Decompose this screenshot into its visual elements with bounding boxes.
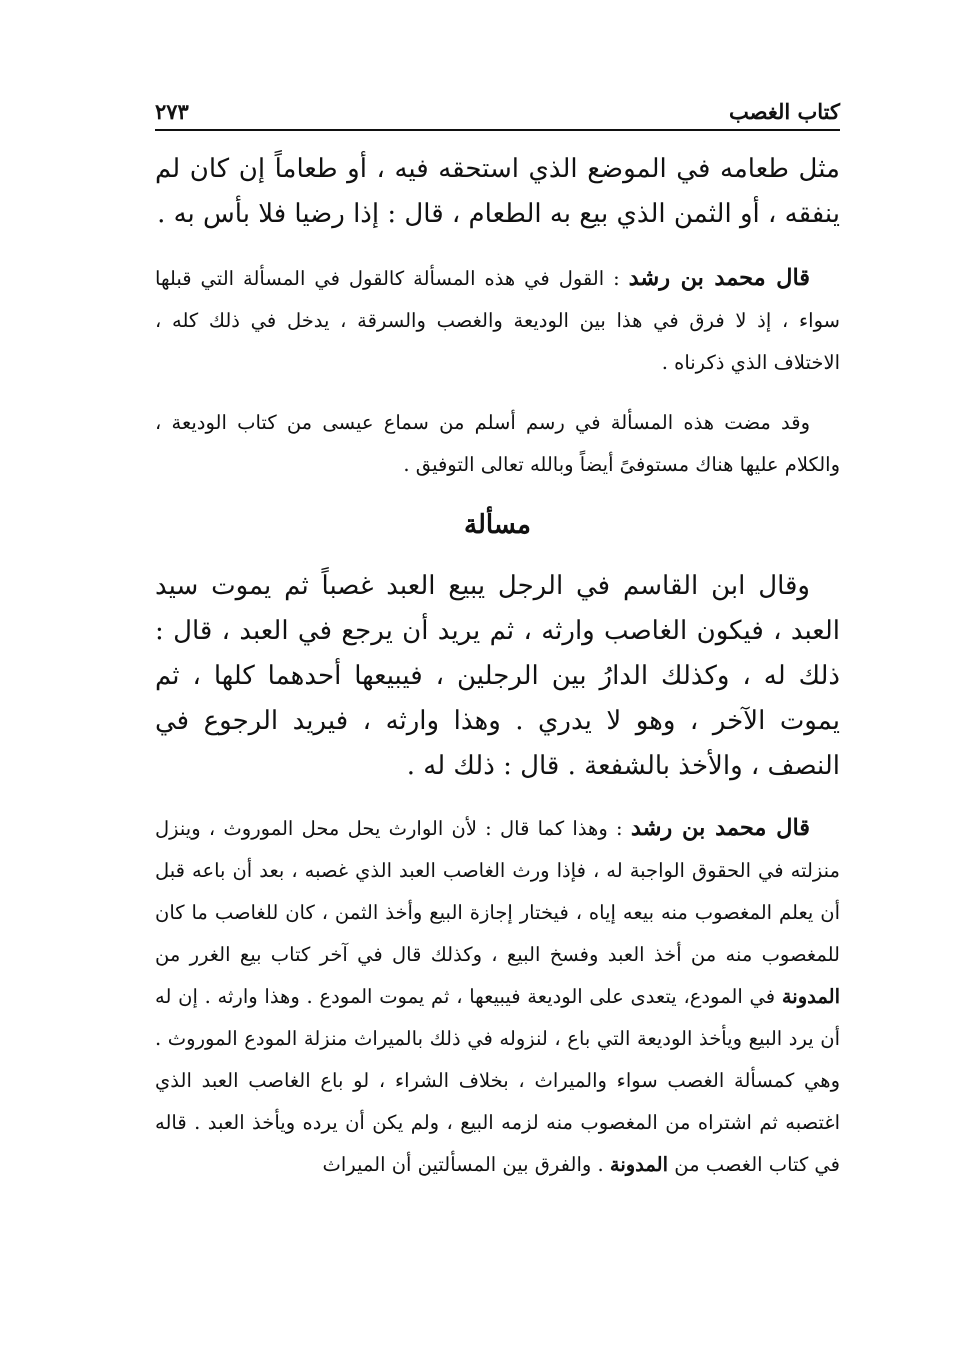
paragraph-1: [155, 147, 840, 237]
book-page: [155, 95, 840, 1345]
page-number: ٢٧٣: [155, 99, 189, 124]
paragraph-4: [155, 564, 840, 789]
paragraph-3-text: وقد مضت هذه المسألة في رسم أسلم من سماع عيسى من كتاب الوديعة ، والكلام عليها هناك مستوفىً أيضاً وبالله تعالى التوفيق .: [155, 411, 840, 476]
section-heading: مسألة: [464, 510, 531, 540]
paragraph-5: [155, 807, 840, 1186]
running-title: كتاب الغصب: [728, 99, 840, 124]
paragraph-5-text-part-1: : وهذا كما قال : لأن الوارث يحل محل الموروث ، وينزل منزلته في الحقوق الواجبة له ، فإذا ورث الغاصب العبد الذي غصبه ، بعد أن باعه قبل أن يعلم المغصوب منه بيعه إياه ، فيختار إجازة البيع وأخذ الثمن ، كان للغاصب ما كان للمغصوب منه من أخذ العبد وفسخ البيع ، وكذلك قال في آخر كتاب بيع الغرر من: [155, 817, 840, 966]
mudawwana-reference: المدونة: [781, 985, 840, 1008]
paragraph-3: [155, 402, 840, 486]
page-header: [155, 95, 840, 131]
paragraph-2: [155, 257, 840, 384]
speaker-label: قال محمد بن رشد: [628, 265, 810, 291]
paragraph-5-text-part-3: . والفرق بين المسألتين أن الميراث: [322, 1153, 610, 1176]
paragraph-2-text: : القول في هذه المسألة كالقول في المسألة التي قبلها سواء ، إذ لا فرق في هذا بين الوديعة والغصب والسرقة ، يدخل في ذلك كله ، الاختلاف الذي ذكرناه .: [155, 267, 840, 374]
paragraph-4-text: وقال ابن القاسم في الرجل يبيع العبد غصباً ثم يموت سيد العبد ، فيكون الغاصب وارثه ، ثم يريد أن يرجع في العبد ، قال : ذلك له ، وكذلك الدارُ بين الرجلين ، فيبيعها أحدهما كلها ، ثم يموت الآخر ، وهو لا يدري . وهذا وارثه ، فيريد الرجوع في النصف ، والأخذ بالشفعة . قال : ذلك له .: [155, 571, 840, 781]
paragraph-5-text-part-2: في المودع، يتعدى على الوديعة فيبيعها ، ثم يموت المودع . وهذا وارثه . إن له أن يرد البيع ويأخذ الوديعة التي باع ، لنزوله في ذلك بالميراث منزلة المودع الموروث . وهي كمسألة الغصب سواء والميراث ، بخلاف الشراء ، لو باع الغاصب العبد الذي اغتصبه ثم اشتراه من المغصوب منه لزمه البيع ، ولم يكن أن يرده ويأخذ العبد . قاله في كتاب الغصب من: [155, 985, 840, 1176]
mudawwana-reference: المدونة: [609, 1153, 669, 1176]
speaker-label: قال محمد بن رشد: [630, 815, 810, 841]
paragraph-1-text: مثل طعامه في الموضع الذي استحقه فيه ، أو طعاماً إن كان لم ينفقه ، أو الثمن الذي بيع به الطعام ، قال : إذا رضيا فلا بأس به .: [155, 154, 840, 229]
